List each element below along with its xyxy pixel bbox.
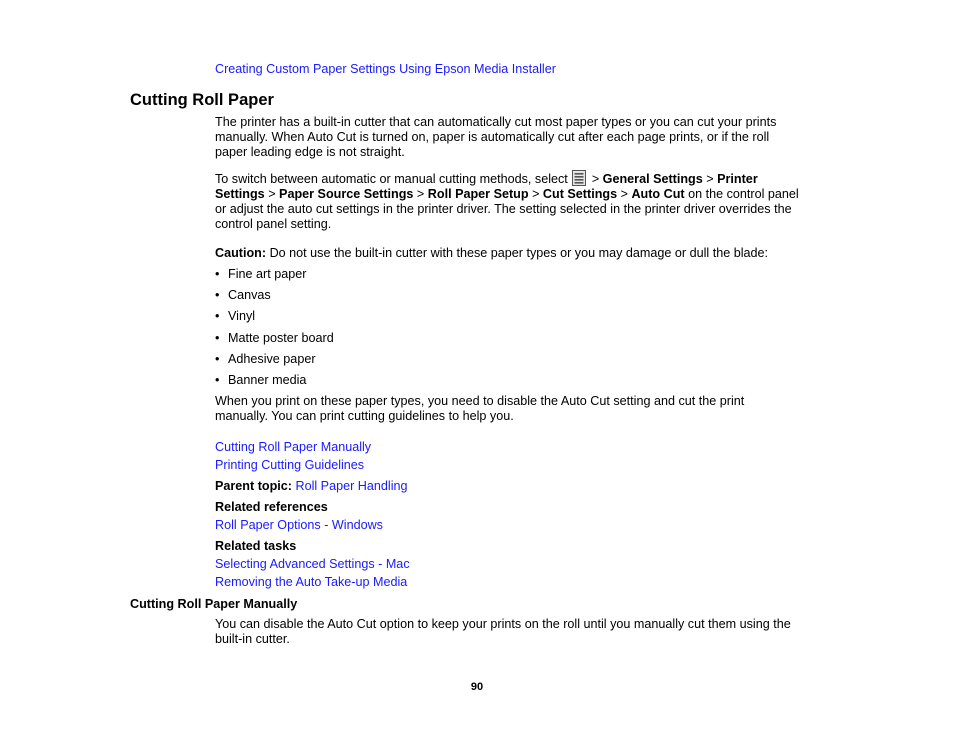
link-removing-auto-take-up-media[interactable]: Removing the Auto Take-up Media — [215, 575, 408, 589]
intro-paragraph — [215, 115, 776, 160]
intro-line-3: paper leading edge is not straight. — [215, 145, 405, 159]
related-tasks-label: Related tasks — [215, 539, 297, 553]
bullet-icon: • — [215, 288, 220, 302]
switch-line-4: control panel setting. — [215, 217, 332, 231]
list-item: • Fine art paper — [215, 267, 307, 281]
parent-topic-label: Parent topic: — [215, 479, 292, 493]
switch-paragraph — [215, 170, 799, 232]
bullet-icon: • — [215, 373, 220, 387]
caution-label: Caution: — [215, 246, 267, 260]
intro-line-1: The printer has a built-in cutter that can automatically cut most paper types or you can cut your prints — [215, 115, 777, 129]
caution-text: Do not use the built-in cutter with these paper types or you may damage or dull the blade: — [269, 246, 769, 260]
page-title: Cutting Roll Paper — [130, 91, 274, 109]
menu-auto-cut: Auto Cut — [631, 187, 685, 201]
bullet-icon: • — [215, 331, 220, 345]
section2-paragraph — [215, 617, 791, 647]
switch-line-1: To switch between automatic or manual cutting methods, select > General Settings > Printer — [215, 172, 758, 186]
link-printing-cutting-guidelines[interactable]: Printing Cutting Guidelines — [215, 458, 365, 472]
menu-general-settings: General Settings — [602, 172, 703, 186]
list-item: • Banner media — [215, 373, 307, 387]
switch-line-3: or adjust the auto cut settings in the printer driver. The setting selected in the printer driver overrides the — [215, 202, 792, 216]
menu-printer-settings-part1: Printer — [717, 172, 758, 186]
caution-paragraph — [215, 246, 768, 261]
after-line-1: When you print on these paper types, you need to disable the Auto Cut setting and cut the print — [215, 394, 745, 408]
list-item: • Adhesive paper — [215, 352, 316, 366]
menu-paper-source-settings: Paper Source Settings — [279, 187, 414, 201]
menu-cut-settings: Cut Settings — [542, 187, 618, 201]
switch-line-2: Settings > Paper Source Settings > Roll Paper Setup > Cut Settings > Auto Cut on the control panel — [215, 187, 799, 201]
bullet-icon: • — [215, 309, 220, 323]
link-selecting-advanced-settings-mac[interactable]: Selecting Advanced Settings - Mac — [215, 557, 410, 571]
section-title: Cutting Roll Paper Manually — [130, 597, 298, 611]
menu-printer-settings-part2: Settings — [215, 187, 265, 201]
after-paragraph — [215, 394, 744, 424]
link-roll-paper-handling[interactable]: Roll Paper Handling — [295, 479, 408, 493]
page-number: 90 — [470, 681, 484, 693]
bullet-icon: • — [215, 352, 220, 366]
switch-text-pre: To switch between automatic or manual cutting methods, select — [215, 172, 568, 186]
section2-line-1: You can disable the Auto Cut option to keep your prints on the roll until you manually cut them using the — [215, 617, 791, 631]
list-item: • Matte poster board — [215, 331, 334, 345]
section2-line-2: built-in cutter. — [215, 632, 290, 646]
link-creating-custom-paper-settings[interactable]: Creating Custom Paper Settings Using Epson Media Installer — [215, 62, 556, 76]
menu-list-icon — [572, 170, 586, 186]
menu-roll-paper-setup: Roll Paper Setup — [427, 187, 529, 201]
related-references-label: Related references — [215, 500, 328, 514]
after-line-2: manually. You can print cutting guidelines to help you. — [215, 409, 514, 423]
bullet-icon: • — [215, 267, 220, 281]
list-item: • Canvas — [215, 288, 271, 302]
link-cutting-roll-paper-manually[interactable]: Cutting Roll Paper Manually — [215, 440, 372, 454]
parent-topic — [215, 479, 408, 494]
list-item: • Vinyl — [215, 309, 256, 323]
link-roll-paper-options-windows[interactable]: Roll Paper Options - Windows — [215, 518, 383, 532]
intro-line-2: manually. When Auto Cut is turned on, paper is automatically cut after each page prints, or if the roll — [215, 130, 770, 144]
